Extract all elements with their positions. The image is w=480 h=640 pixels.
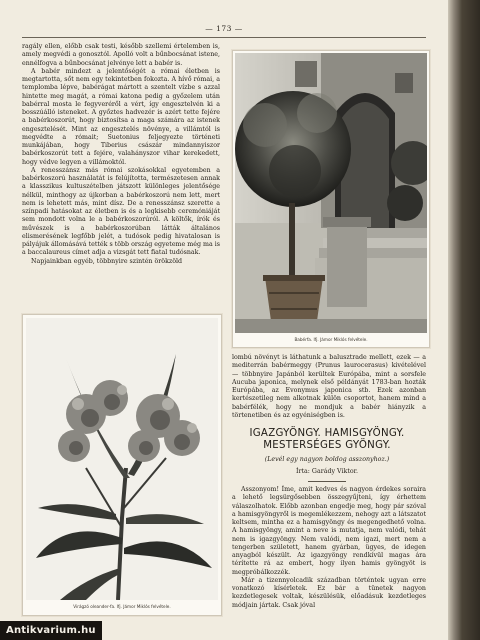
article-title-line-2: MESTERSÉGES GYÖNGY. [263,440,391,451]
article-title-line-1: IGAZGYÖNGY. HAMISGYÖNGY. [249,428,405,439]
header-rule [22,37,426,38]
article-paragraph-2: Már a tizennyolcadik században történtek ugyan erre vonatkozó kísérletek. Ez bár a tünetek nagyon kezdetlegesek voltak, készülésük, előadásuk kezdetleges módjain jártak. Csak jóval [232,576,426,609]
book-spine [448,0,480,640]
left-paragraph-2: A babér mindezt a jelentőségét a római életben is megtartotta, sőt nem egy tekintetben fokozta. A hívő római, a templomba lépve, babérágat mártott a szentelt vízbe s azzal hintette meg magát, a római katona pedig a győzelem után babérral mosta le fegyveréről a vért, így engesztelvén ki a bosszúálló isteneket. A győztes hadvezér is azért tette fejére a babérkoszorút, hogy biztosítsa a maga számára az istenek engesztelését. Mint az engesztelés növénye, a villámtól is megvédte a rómait; Suetonius feljegyezte történeti munkájában, hogy Tiberius császár mindannyiszor babérkoszorút tett a fejére, valahányszor vihar kerekedett, hogy védve legyen a villámoktól. [22,67,220,166]
laurel-tree-image [235,53,427,333]
oleander-image [26,318,218,600]
oleander-caption: Virágzó oleander-fa. Ifj. Jámor Miklós felvétele. [73,604,171,609]
article-author: Írta: Garády Viktor. [296,468,358,475]
article-body [232,486,426,616]
middle-right-paragraph: lombú növényt is láthatunk a balusztrade mellett, ezek — a mediterrán babérmeggy (Prunus laurocerasus) kivételével — többnyire Japánból kerültek Európába, mint a sorsfele Aucuba japonica, melynek első példányát 1783-ban hozták Európába, az Evonymus japonica stb. Ezek azonban kertészetileg nem alkotnak külön csoportot, hanem mind a babérfélék, hogy ne mondjuk a babér hiányzik a törtenetiben és az egyéniségben is. [232,354,426,419]
oleander-photo [22,314,222,616]
watermark: Antikvarium.hu [0,621,102,640]
left-paragraph-4: Napjainkban egyéb, többnyire szintén örökzöld [31,257,183,265]
laurel-tree-caption: Babérfa. Ifj. Jámor Miklós felvétele. [294,337,368,342]
author-rule [308,481,346,482]
article-subtitle: (Levél egy nagyon boldog asszonyhoz.) [264,456,390,463]
left-paragraph-3: A renesszánsz más római szokásokkal egyetemben a babérkoszorú használatát is felújította, természetesen annak a klasszikus kultuszételben játszott különleges jelentősége nélkül, minthogy az újkorban a babérkoszorú nem lett, mert nem is lehetett más, mint dísz. De a renesszánsz szerette a színpadi hatásokat az életben is és a legkisebb ceremóniáját sem mondott volna le a babérkoszorúról. A költők, írók és művészek is a babérkoszorúban látták általános elismerésének legfőbb jelét, a tudósok pedig hivatalosan is pályájuk állomásává tették s több ország egyeteme még ma is a baccalaureus címet adja a vizsgát tett fiatal tudósnak. [22,166,220,257]
article-title [228,428,426,452]
page-number: — 173 — [205,24,243,33]
left-column-text [22,43,220,305]
middle-right-text [232,354,426,420]
left-paragraph-1: ragály ellen, előbb csak testi, később szellemi értelemben is, amely megvédi a gonosztól. Apolló volt a bűnbocsánat istene, ennélfogva a bűnbocsánat jelvénye lett a babér is. [22,43,220,67]
article-paragraph-1: Asszonyom! Íme, amit kedves és nagyon érdekes soraira a lehető legsürgősebben összegyűjteni, így érhettem válaszolhatok. Előbb azonban engedje meg, hogy pár szóval a hamisgyöngyről is megemlékezzem, nehogy azt a látszatot keltsem, mintha ez a hamisgyöngy és megengedhető volna. A hamisgyöngy, amint a neve is mutatja, nem valódi, tehát nem is igazgyöngy. Nem valódi, nem igazi, mert nem a tengerben született, hanem gyárban, ügyes, de idegen anyagból készült. Az igazgyöngy rendkívül magas ára térítette rá az embert, hogy ilyen hamis gyöngyöt is megpróbálkozzék. [232,486,426,576]
laurel-tree-photo [232,50,430,348]
